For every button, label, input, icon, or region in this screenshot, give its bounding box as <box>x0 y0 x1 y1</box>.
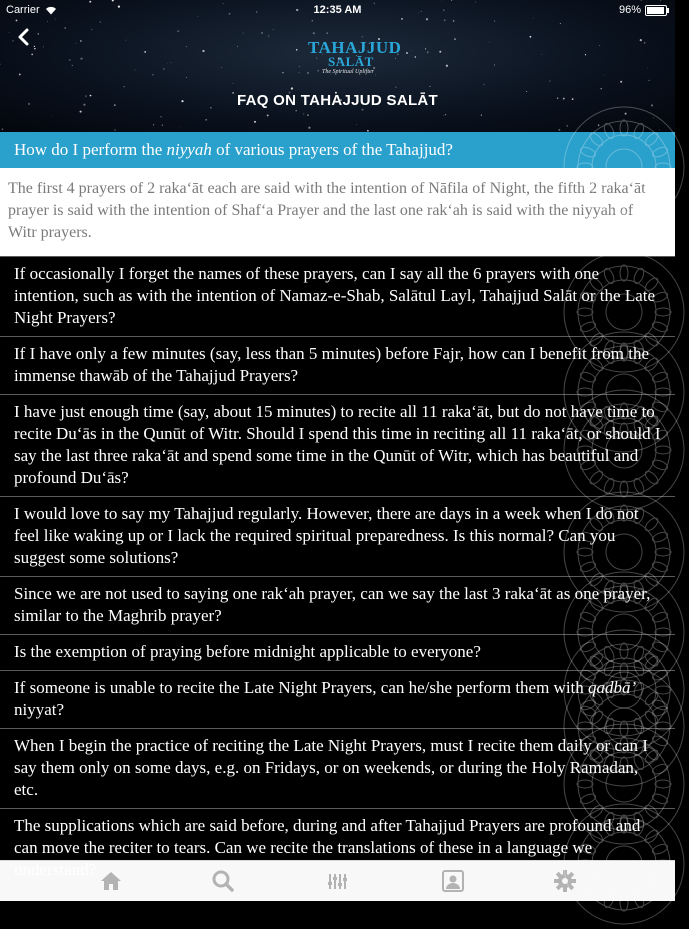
faq-question[interactable] <box>0 395 675 497</box>
app-logo <box>286 24 402 78</box>
faq-question-text: Is the exemption of praying before midnight applicable to everyone? <box>14 642 481 661</box>
carrier-label: Carrier <box>6 4 40 16</box>
logo-text-line1: TAHAJJUD <box>308 38 402 57</box>
status-time: 12:35 AM <box>313 4 362 16</box>
faq-question-text: If occasionally I forget the names of these prayers, can I say all the 6 prayers with one intention, such as with the intention of Namaz-e-Shab, Salātul Layl, Tahajjud Salāt or the Late Night Prayers? <box>14 264 656 327</box>
faq-question[interactable] <box>0 577 675 635</box>
faq-question-text: I would love to say my Tahajjud regularly. However, there are days in a week when I do not feel like waking up or I lack the required spiritual preparedness. Is this normal? Can you suggest some solutions? <box>14 504 639 567</box>
faq-questions <box>0 257 675 889</box>
back-button[interactable] <box>12 24 38 50</box>
faq-question-text: Since we are not used to saying one rak‘ah prayer, can we say the last 3 raka‘āt as one prayer, similar to the Maghrib prayer? <box>14 584 651 625</box>
faq-question-text: If I have only a few minutes (say, less than 5 minutes) before Fajr, how can I benefit from the immense thawāb of the Tahajjud Prayers? <box>14 344 650 385</box>
faq-question-expanded[interactable] <box>0 132 675 168</box>
faq-question[interactable] <box>0 729 675 809</box>
faq-question-text: If someone is unable to recite the Late Night Prayers, can he/she perform them with qadbā’ niyyat? <box>14 678 637 719</box>
faq-question[interactable] <box>0 671 675 729</box>
faq-answer: The first 4 prayers of 2 raka‘āt each are said with the intention of Nāfila of Night, the fifth 2 raka‘āt prayer is said with the intention of Shaf‘a Prayer and the last one rak‘ah is said with the niyyah of Witr prayers. <box>0 168 675 257</box>
faq-question-text: The supplications which are said before, during and after Tahajjud Prayers are profound and can move the reciter to tears. Can we recite the translations of these in a language we understand? <box>14 816 641 879</box>
faq-question-text: When I begin the practice of reciting the Late Night Prayers, must I recite them daily or can I say them only on some days, e.g. on Fridays, or on weekends, or during the Holy Ramadan, etc. <box>14 736 648 799</box>
page-title: FAQ ON TAHAJJUD SALĀT <box>236 92 439 109</box>
status-bar <box>0 0 675 20</box>
battery-icon <box>645 5 667 16</box>
logo-text-line2: SALĀT <box>328 54 374 69</box>
faq-question[interactable] <box>0 257 675 337</box>
faq-question[interactable] <box>0 497 675 577</box>
battery-percent: 96% <box>618 4 641 16</box>
faq-question[interactable] <box>0 337 675 395</box>
faq-question[interactable] <box>0 809 675 889</box>
logo-tagline: The Spiritual Uplifter <box>322 69 375 75</box>
mandala-decoration-icon <box>559 102 689 232</box>
faq-question-text: I have just enough time (say, about 15 minutes) to recite all 11 raka‘āt, but do not have time to recite Du‘ās in the Qunūt of Witr. Should I spend this time in reciting all 11 raka‘āt, or should I say the last three raka‘āt and spend some time in the Qunūt of Witr, which has beautiful and profound Du‘ās? <box>14 402 661 487</box>
faq-list[interactable] <box>0 132 675 879</box>
faq-question-text: How do I perform the niyyah of various prayers of the Tahajjud? <box>14 140 453 159</box>
